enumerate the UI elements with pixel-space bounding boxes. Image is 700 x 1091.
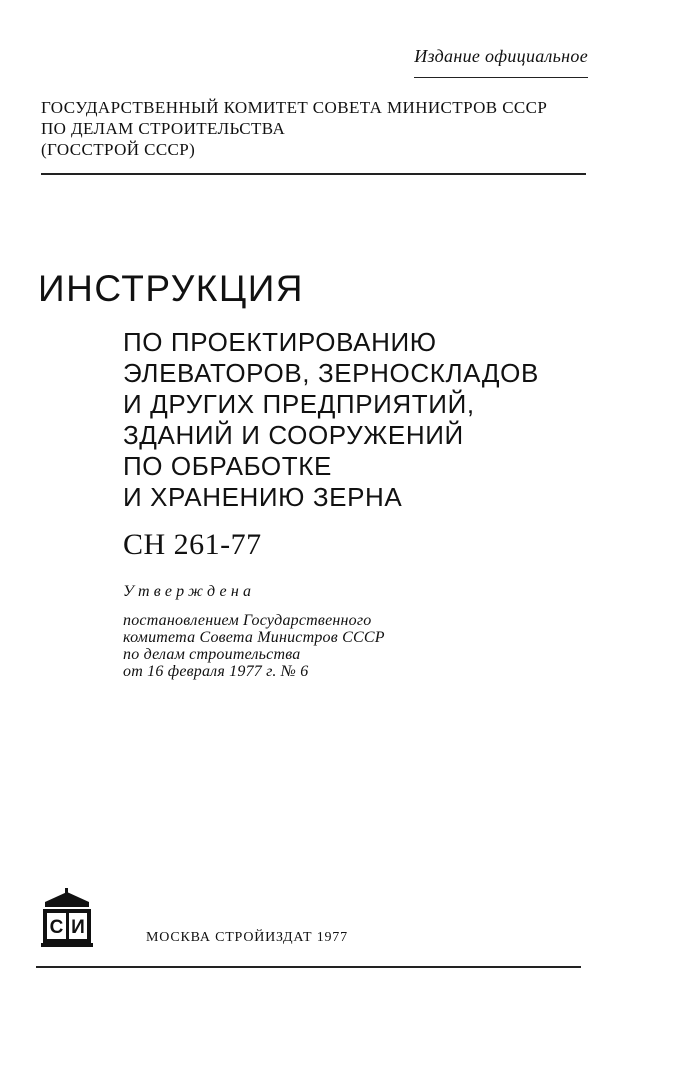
stroyizdat-logo-icon [41,888,93,948]
title-line: ПО ПРОЕКТИРОВАНИЮ [123,327,437,357]
title-line: ЗДАНИЙ И СООРУЖЕНИЙ [123,420,464,450]
svg-text:И: И [71,917,85,938]
decree-line: по делам строительства [123,646,301,663]
decree-line: от 16 февраля 1977 г. № 6 [123,663,309,680]
document-title [123,327,539,513]
organization-line: ГОСУДАРСТВЕННЫЙ КОМИТЕТ СОВЕТА МИНИСТРОВ СССР [41,98,548,117]
title-line: ПО ОБРАБОТКЕ [123,451,332,481]
document-code: СН 261-77 [123,528,262,561]
publisher-imprint: МОСКВА СТРОЙИЗДАТ 1977 [146,930,348,945]
edition-underline [414,77,588,78]
title-line: И ХРАНЕНИЮ ЗЕРНА [123,482,403,512]
title-line: ЭЛЕВАТОРОВ, ЗЕРНОСКЛАДОВ [123,358,539,388]
decree-line: комитета Совета Министров СССР [123,629,385,646]
organization-line: ПО ДЕЛАМ СТРОИТЕЛЬСТВА [41,119,286,138]
svg-text:С: С [49,917,64,938]
decree-line: постановлением Государственного [123,612,372,629]
organization-divider [41,173,586,175]
issuing-organization [41,97,547,160]
organization-line: (ГОССТРОЙ СССР) [41,140,196,159]
title-line: И ДРУГИХ ПРЕДПРИЯТИЙ, [123,389,475,419]
document-type: ИНСТРУКЦИЯ [38,268,305,309]
footer-divider [36,966,581,968]
approved-label: Утверждена [123,583,256,600]
edition-label: Издание официальное [414,46,588,66]
approval-decree [123,612,385,680]
